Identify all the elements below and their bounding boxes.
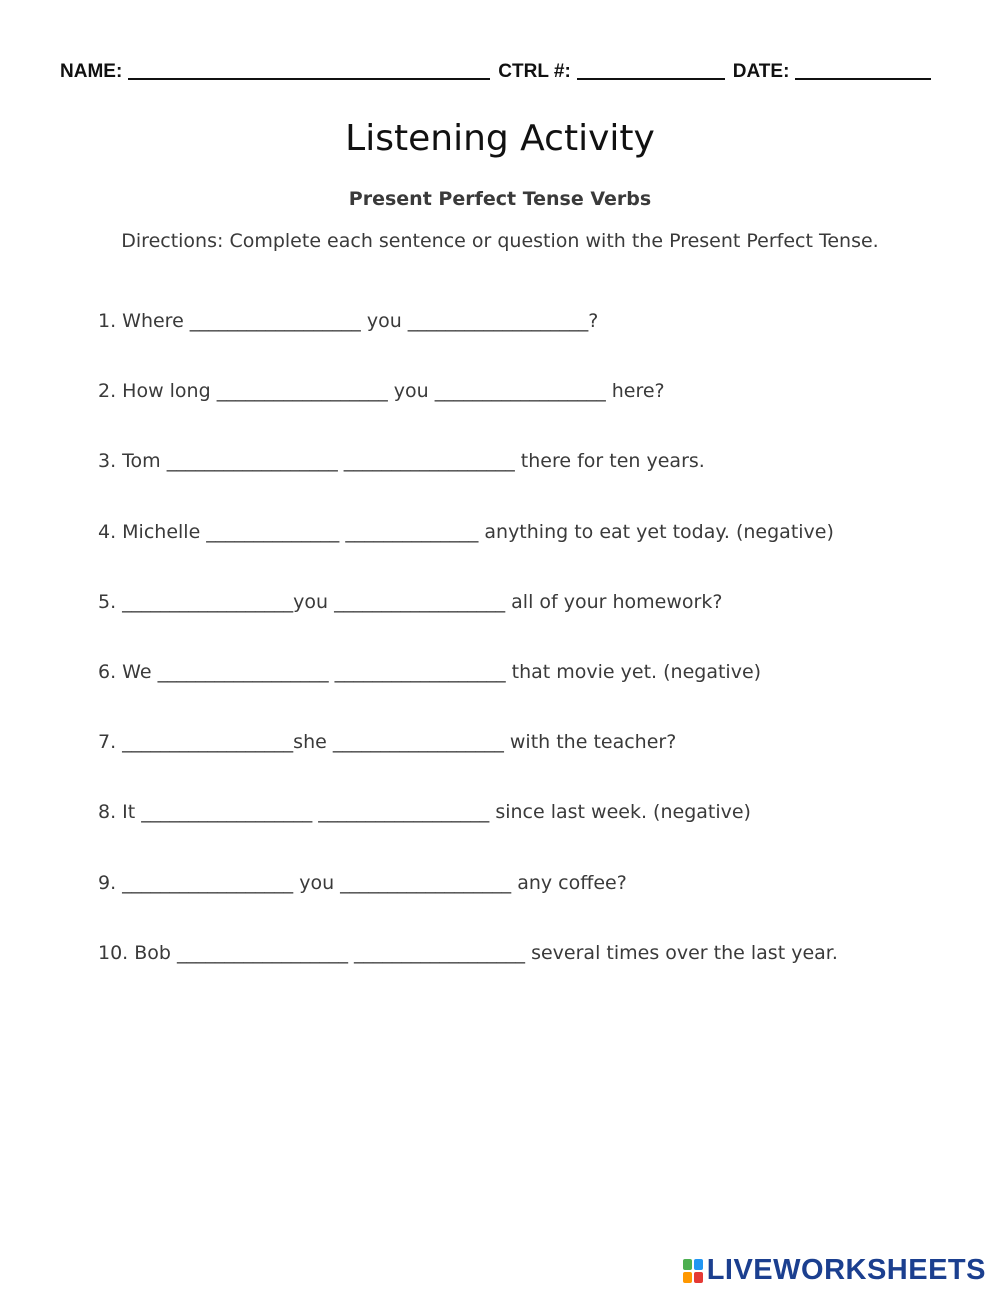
date-field-line[interactable] — [795, 60, 931, 80]
ctrl-field-line[interactable] — [577, 60, 725, 80]
question-3[interactable]: 3. Tom __________________ __________________ there for ten years. — [98, 450, 705, 473]
page-subtitle: Present Perfect Tense Verbs — [348, 188, 652, 210]
question-5[interactable]: 5. __________________you __________________ all of your homework? — [98, 590, 723, 613]
name-label: NAME: — [60, 61, 123, 82]
logo-square-icon — [683, 1259, 692, 1270]
liveworksheets-logo — [683, 1254, 986, 1287]
question-4[interactable]: 4. Michelle ______________ ______________ anything to eat yet today. (negative) — [98, 520, 834, 543]
liveworksheets-logo-text: LIVEWORKSHEETS — [706, 1254, 986, 1286]
date-label: DATE: — [732, 61, 790, 82]
question-9[interactable]: 9. __________________ you __________________ any coffee? — [98, 871, 627, 894]
directions-text: Directions: Complete each sentence or question with the Present Perfect Tense. — [121, 230, 879, 252]
logo-square-icon — [694, 1259, 703, 1270]
question-10[interactable]: 10. Bob __________________ __________________ several times over the last year. — [98, 941, 838, 964]
question-6[interactable]: 6. We __________________ __________________ that movie yet. (negative) — [98, 660, 762, 683]
ctrl-label: CTRL #: — [498, 61, 571, 82]
logo-square-icon — [683, 1272, 692, 1283]
question-list — [98, 310, 958, 1012]
question-2[interactable]: 2. How long __________________ you __________________ here? — [98, 380, 665, 403]
student-info-header — [60, 60, 940, 83]
question-8[interactable]: 8. It __________________ __________________ since last week. (negative) — [98, 801, 751, 824]
question-1[interactable]: 1. Where __________________ you ___________________? — [98, 310, 599, 332]
name-field-line[interactable] — [128, 60, 490, 80]
liveworksheets-logo-icon — [683, 1259, 703, 1283]
question-7[interactable]: 7. __________________she __________________ with the teacher? — [98, 731, 677, 754]
page-title: Listening Activity — [345, 118, 655, 159]
logo-square-icon — [694, 1272, 703, 1283]
